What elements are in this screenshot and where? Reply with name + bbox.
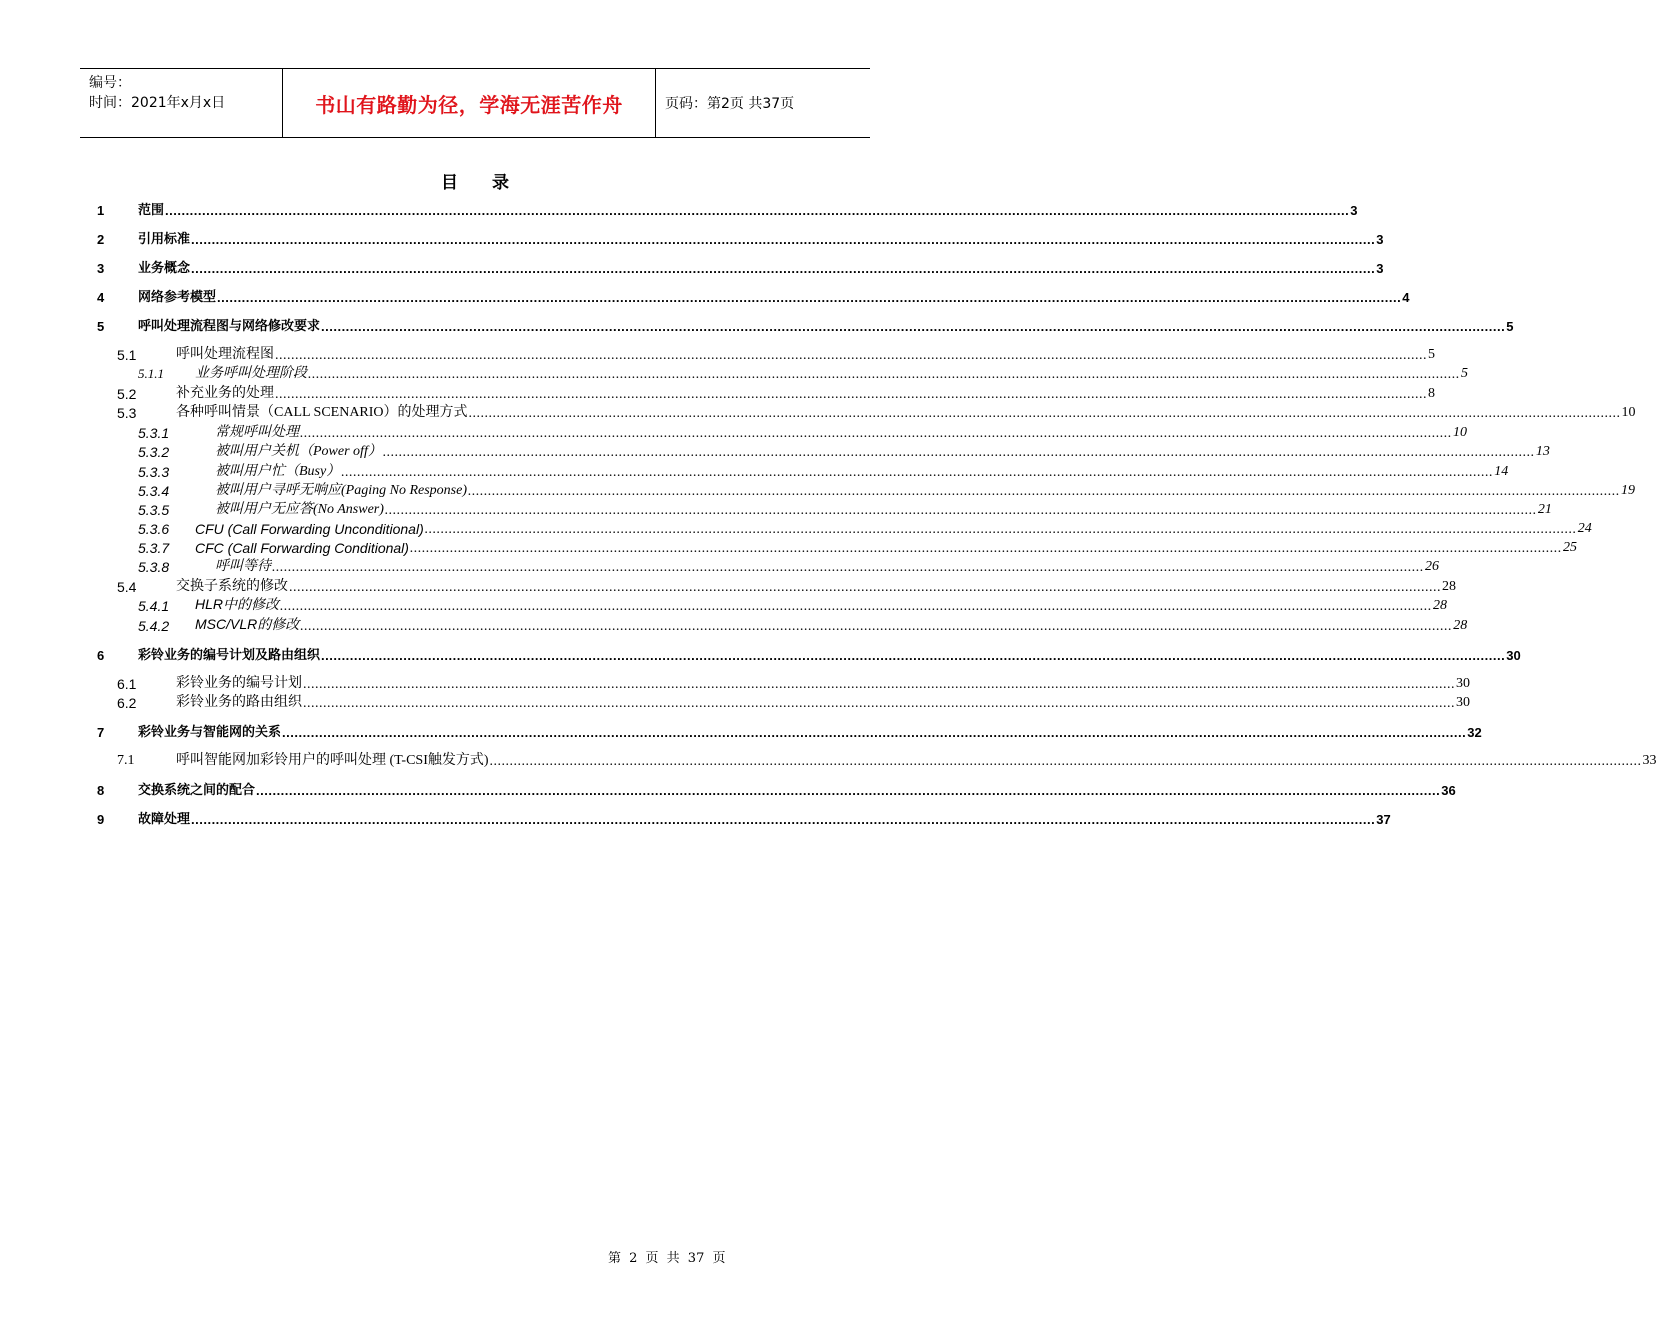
toc-entry[interactable] xyxy=(0,616,1468,634)
toc-entry-number: 5.3 xyxy=(117,405,137,421)
toc-entry[interactable] xyxy=(0,577,1456,595)
toc-leader-dots: ................................................................................................................................................................................................................................................................................................ xyxy=(409,541,1562,556)
toc-entry-number: 6.1 xyxy=(117,676,137,692)
toc-leader-dots: ................................................................................................................................................................................................................................................................................................ xyxy=(467,484,1620,499)
toc-entry[interactable] xyxy=(0,557,1439,575)
page-header xyxy=(80,68,870,138)
toc-entry-page: 25 xyxy=(1562,540,1577,555)
toc-leader-dots: ................................................................................................................................................................................................................................................................................................ xyxy=(275,387,1427,402)
toc-entry[interactable] xyxy=(0,751,1657,769)
toc-entry-page: 3 xyxy=(1376,232,1384,247)
toc-entry-page: 28 xyxy=(1433,598,1448,613)
toc-entry-number: 5.1 xyxy=(117,347,137,363)
toc-entry-page: 32 xyxy=(1467,725,1482,740)
toc-entry-label: 彩铃业务的编号计划 xyxy=(176,676,302,691)
toc-entry-page: 5 xyxy=(1506,319,1514,334)
toc-entry-number: 5.3.6 xyxy=(138,521,170,537)
toc-entry-number: 5.3.7 xyxy=(138,540,170,556)
toc-entry-number: 4 xyxy=(97,290,105,305)
toc-entry-page: 10 xyxy=(1453,425,1467,440)
toc-entry-number: 7.1 xyxy=(117,753,135,768)
toc-entry-number: 5.3.4 xyxy=(138,483,170,499)
toc-entry-number: 7 xyxy=(97,725,105,740)
toc-entry[interactable] xyxy=(0,500,1552,518)
toc-entry[interactable] xyxy=(0,780,1456,798)
toc-entry-page: 14 xyxy=(1494,464,1509,479)
toc-leader-dots: ................................................................................................................................................................................................................................................................................................ xyxy=(468,406,1621,421)
toc-entry-page: 33 xyxy=(1642,753,1657,768)
toc-entry[interactable] xyxy=(0,519,1592,537)
toc-entry-number: 5.4.1 xyxy=(138,598,170,614)
toc-leader-dots: ................................................................................................................................................................................................................................................................................................ xyxy=(289,580,1441,595)
toc-entry-label: 呼叫处理流程图与网络修改要求 xyxy=(138,318,321,333)
toc-leader-dots: ................................................................................................................................................................................................................................................................................................ xyxy=(382,445,1535,460)
toc-entry[interactable] xyxy=(0,674,1470,692)
toc-leader-dots: ................................................................................................................................................................................................................................................................................................ xyxy=(489,754,1642,769)
toc-leader-dots: ................................................................................................................................................................................................................................................................................................ xyxy=(424,522,1577,537)
toc-entry-page: 21 xyxy=(1537,502,1552,517)
toc-entry-label: 被叫用户忙（Busy） xyxy=(215,464,341,479)
toc-leader-dots: ................................................................................................................................................................................................................................................................................................ xyxy=(341,465,1494,480)
toc-entry-page: 5 xyxy=(1461,366,1468,381)
toc-leader-dots: ................................................................................................................................................................................................................................................................................................ xyxy=(272,560,1424,575)
toc-entry-page: 26 xyxy=(1425,559,1439,574)
toc-entry[interactable] xyxy=(0,538,1577,556)
toc-entry-number: 5.1.1 xyxy=(138,366,164,381)
toc-entry[interactable] xyxy=(0,596,1448,614)
toc-entry-label: 呼叫处理流程图 xyxy=(176,347,274,362)
toc-entry-number: 2 xyxy=(97,232,105,247)
toc-entry[interactable] xyxy=(0,481,1635,499)
toc-leader-dots: ................................................................................................................................................................................................................................................................................................ xyxy=(321,648,1506,663)
toc-entry-label: 彩铃业务的路由组织 xyxy=(176,695,302,710)
toc-entry-number: 5.3.3 xyxy=(138,464,170,480)
toc-entry-page: 30 xyxy=(1456,676,1470,691)
toc-entry[interactable] xyxy=(0,229,1384,247)
header-left xyxy=(80,69,282,137)
toc-entry-label: 补充业务的处理 xyxy=(176,386,274,401)
toc-leader-dots: ................................................................................................................................................................................................................................................................................................ xyxy=(300,619,1453,634)
toc-entry[interactable] xyxy=(0,364,1468,382)
toc-leader-dots: ................................................................................................................................................................................................................................................................................................ xyxy=(191,261,1376,276)
toc-leader-dots: ................................................................................................................................................................................................................................................................................................ xyxy=(191,812,1376,827)
toc-entry-label: 各种呼叫情景（CALL SCENARIO）的处理方式 xyxy=(176,405,468,420)
toc-entry-number: 1 xyxy=(97,203,105,218)
toc-entry-number: 5.3.2 xyxy=(138,444,170,460)
toc-entry-number: 5.4 xyxy=(117,579,137,595)
date-label: 时间：2021年x月x日 xyxy=(89,95,226,111)
toc-entry[interactable] xyxy=(0,462,1509,480)
toc-entry[interactable] xyxy=(0,442,1550,460)
toc-leader-dots: ................................................................................................................................................................................................................................................................................................ xyxy=(300,426,1452,441)
toc-entry-number: 5.3.8 xyxy=(138,559,170,575)
page-footer: 第 2 页 共 37 页 xyxy=(608,1251,726,1266)
toc-entry-number: 5 xyxy=(97,319,105,334)
toc-entry-label: 故障处理 xyxy=(138,811,191,826)
toc-entry[interactable] xyxy=(0,693,1470,711)
toc-leader-dots: ................................................................................................................................................................................................................................................................................................ xyxy=(308,367,1460,382)
toc-entry-label: 被叫用户关机（Power off） xyxy=(215,444,382,459)
toc-entry-page: 30 xyxy=(1506,648,1521,663)
toc-entry-page: 28 xyxy=(1442,579,1456,594)
toc-entry-number: 5.3.5 xyxy=(138,502,170,518)
toc-entry-page: 36 xyxy=(1441,783,1456,798)
serial-label: 编号： xyxy=(89,75,131,91)
toc-entry[interactable] xyxy=(0,423,1467,441)
toc-entry-page: 13 xyxy=(1535,444,1550,459)
toc-entry-page: 30 xyxy=(1456,695,1470,710)
toc-entry-label: 彩铃业务的编号计划及路由组织 xyxy=(138,647,321,662)
toc-leader-dots: ................................................................................................................................................................................................................................................................................................ xyxy=(191,232,1376,247)
toc-entry-label: 彩铃业务与智能网的关系 xyxy=(138,724,282,739)
toc-entry-label: MSC/VLR的修改 xyxy=(195,616,300,632)
toc-entry[interactable] xyxy=(0,200,1358,218)
toc-leader-dots: ................................................................................................................................................................................................................................................................................................ xyxy=(384,503,1537,518)
toc-entry-label: 交换系统之间的配合 xyxy=(138,782,256,797)
toc-entry-number: 6 xyxy=(97,648,105,663)
toc-entry[interactable] xyxy=(0,645,1521,663)
toc-entry-page: 8 xyxy=(1428,386,1435,401)
toc-title: 目 录 xyxy=(441,173,523,193)
toc-entry-label: 业务概念 xyxy=(138,260,191,275)
toc-entry[interactable] xyxy=(0,384,1435,402)
toc-leader-dots: ................................................................................................................................................................................................................................................................................................ xyxy=(256,783,1441,798)
toc-entry-page: 3 xyxy=(1376,261,1384,276)
toc-leader-dots: ................................................................................................................................................................................................................................................................................................ xyxy=(280,599,1433,614)
toc-leader-dots: ................................................................................................................................................................................................................................................................................................ xyxy=(303,696,1455,711)
toc-leader-dots: ................................................................................................................................................................................................................................................................................................ xyxy=(165,203,1350,218)
toc-entry[interactable] xyxy=(0,722,1482,740)
toc-leader-dots: ................................................................................................................................................................................................................................................................................................ xyxy=(282,725,1467,740)
toc-entry-number: 8 xyxy=(97,783,105,798)
toc-leader-dots: ................................................................................................................................................................................................................................................................................................ xyxy=(321,319,1506,334)
toc-entry[interactable] xyxy=(0,258,1384,276)
toc-entry-page: 28 xyxy=(1453,618,1468,633)
toc-entry-page: 19 xyxy=(1620,483,1635,498)
toc-leader-dots: ................................................................................................................................................................................................................................................................................................ xyxy=(217,290,1402,305)
toc-leader-dots: ................................................................................................................................................................................................................................................................................................ xyxy=(303,677,1455,692)
toc-entry-page: 24 xyxy=(1577,521,1592,536)
toc-entry-page: 5 xyxy=(1428,347,1435,362)
toc-entry-label: CFC (Call Forwarding Conditional) xyxy=(195,540,409,556)
toc-entry-number: 6.2 xyxy=(117,695,137,711)
toc-entry-page: 37 xyxy=(1376,812,1391,827)
toc-entry-label: 被叫用户寻呼无响应(Paging No Response) xyxy=(215,483,467,498)
toc-entry-label: 网络参考模型 xyxy=(138,289,217,304)
header-page-info: 页码：第2页 共37页 xyxy=(665,96,795,112)
toc-entry[interactable] xyxy=(0,287,1410,305)
toc-entry-number: 5.2 xyxy=(117,386,137,402)
header-motto: 书山有路勤为径，学海无涯苦作舟 xyxy=(282,69,656,137)
toc-entry-label: 交换子系统的修改 xyxy=(176,579,288,594)
toc-entry[interactable] xyxy=(0,316,1514,334)
toc-entry-number: 5.3.1 xyxy=(138,425,170,441)
toc-entry-number: 3 xyxy=(97,261,105,276)
toc-entry-page: 10 xyxy=(1621,405,1636,420)
toc-entry-label: 呼叫等待 xyxy=(215,559,271,574)
toc-entry-label: 被叫用户无应答(No Answer) xyxy=(215,502,384,517)
toc-entry[interactable] xyxy=(0,345,1435,363)
toc-entry-number: 9 xyxy=(97,812,105,827)
toc-entry-number: 5.4.2 xyxy=(138,618,170,634)
toc-entry-page: 3 xyxy=(1350,203,1358,218)
toc-entry-label: HLR中的修改 xyxy=(195,596,280,612)
toc-entry[interactable] xyxy=(0,403,1636,421)
toc-entry-label: 业务呼叫处理阶段 xyxy=(195,366,307,381)
toc-entry-page: 4 xyxy=(1402,290,1410,305)
toc-entry-label: 引用标准 xyxy=(138,231,191,246)
toc-entry-label: CFU (Call Forwarding Unconditional) xyxy=(195,521,424,537)
toc-entry-label: 呼叫智能网加彩铃用户的呼叫处理 (T-CSI触发方式) xyxy=(176,753,489,768)
toc-leader-dots: ................................................................................................................................................................................................................................................................................................ xyxy=(275,348,1427,363)
toc-entry-label: 范围 xyxy=(138,202,165,217)
toc-entry-label: 常规呼叫处理 xyxy=(215,425,299,440)
toc-entry[interactable] xyxy=(0,809,1391,827)
